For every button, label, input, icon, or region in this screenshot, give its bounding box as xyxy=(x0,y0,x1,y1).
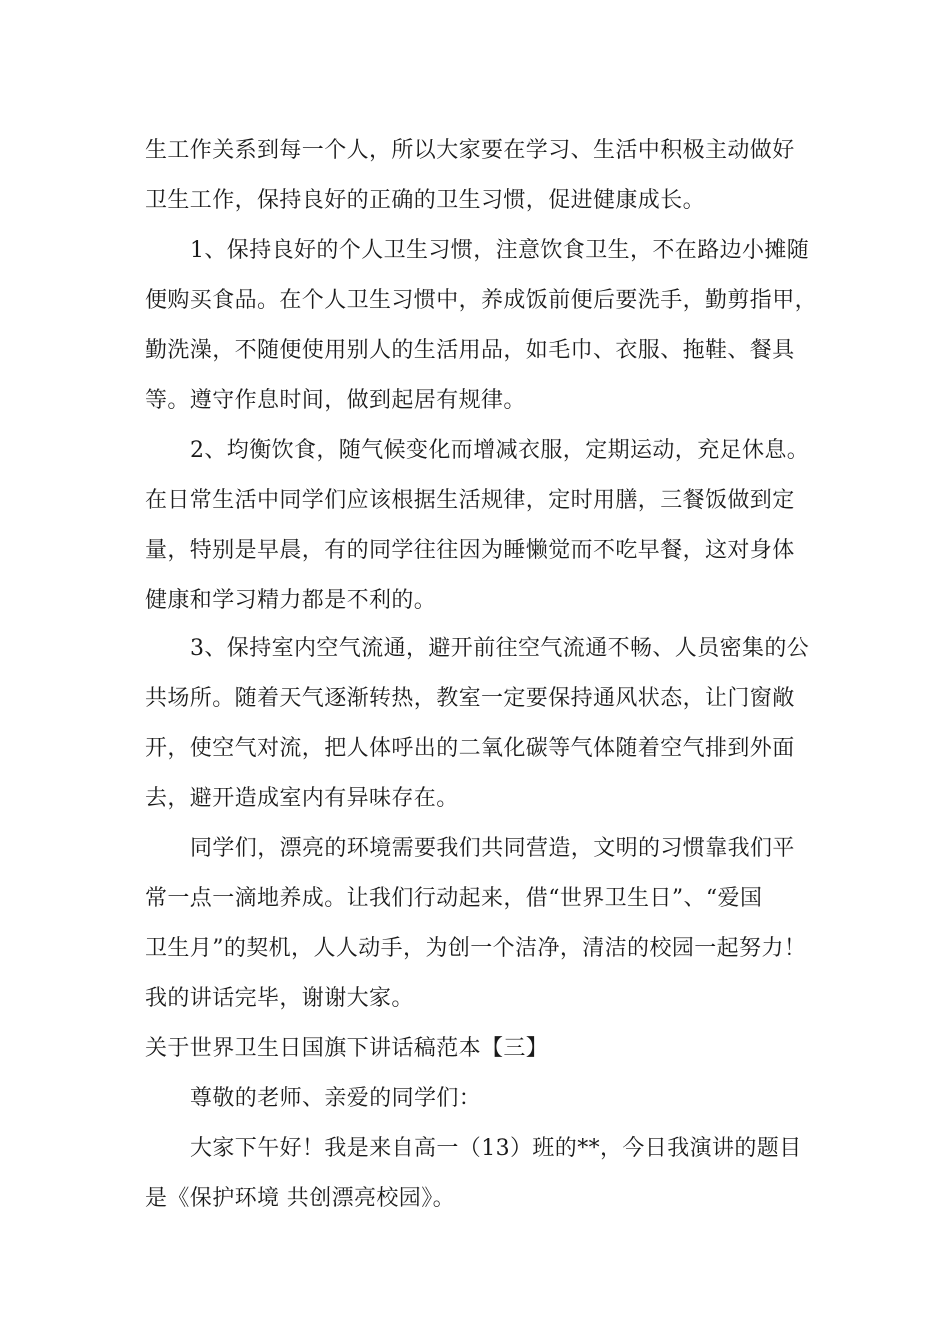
paragraph-2-line-2: 在日常生活中同学们应该根据生活规律，定时用膳，三餐饭做到定 xyxy=(145,488,795,513)
text-line-1: 生工作关系到每一个人，所以大家要在学习、生活中积极主动做好 xyxy=(145,138,795,163)
paragraph-2-line-4: 健康和学习精力都是不利的。 xyxy=(145,588,437,613)
paragraph-4-line-3: 卫生月”的契机，人人动手，为创一个洁净，清洁的校园一起努力！ xyxy=(145,936,807,961)
paragraph-4-line-2: 常一点一滴地养成。让我们行动起来，借“世界卫生日”、“爱国 xyxy=(145,886,763,911)
paragraph-5-line-2: 是《保护环境 共创漂亮校园》。 xyxy=(145,1186,455,1211)
paragraph-5-line-1: 大家下午好！我是来自高一（13）班的**，今日我演讲的题目 xyxy=(190,1136,802,1161)
section-heading: 关于世界卫生日国旗下讲话稿范本【三】 xyxy=(145,1036,549,1061)
paragraph-1-line-3: 勤洗澡，不随便使用别人的生活用品，如毛巾、衣服、拖鞋、餐具 xyxy=(145,338,795,363)
text-line-2: 卫生工作，保持良好的正确的卫生习惯，促进健康成长。 xyxy=(145,188,706,213)
paragraph-1-line-1: 1、保持良好的个人卫生习惯，注意饮食卫生，不在路边小摊随 xyxy=(190,238,810,263)
salutation: 尊敬的老师、亲爱的同学们： xyxy=(190,1086,482,1111)
paragraph-4-line-4: 我的讲话完毕，谢谢大家。 xyxy=(145,986,414,1011)
paragraph-3-line-3: 开，使空气对流，把人体呼出的二氧化碳等气体随着空气排到外面 xyxy=(145,736,795,761)
paragraph-3-line-2: 共场所。随着天气逐渐转热，教室一定要保持通风状态，让门窗敞 xyxy=(145,686,795,711)
paragraph-1-line-4: 等。遵守作息时间，做到起居有规律。 xyxy=(145,388,526,413)
paragraph-3-line-1: 3、保持室内空气流通，避开前往空气流通不畅、人员密集的公 xyxy=(190,636,810,661)
paragraph-2-line-3: 量，特别是早晨，有的同学往往因为睡懒觉而不吃早餐，这对身体 xyxy=(145,538,795,563)
paragraph-4-line-1: 同学们，漂亮的环境需要我们共同营造，文明的习惯靠我们平 xyxy=(190,836,795,861)
paragraph-3-line-4: 去，避开造成室内有异味存在。 xyxy=(145,786,459,811)
paragraph-1-line-2: 便购买食品。在个人卫生习惯中，养成饭前便后要洗手，勤剪指甲， xyxy=(145,288,818,313)
paragraph-2-line-1: 2、均衡饮食，随气候变化而增减衣服，定期运动，充足休息。 xyxy=(190,438,810,463)
